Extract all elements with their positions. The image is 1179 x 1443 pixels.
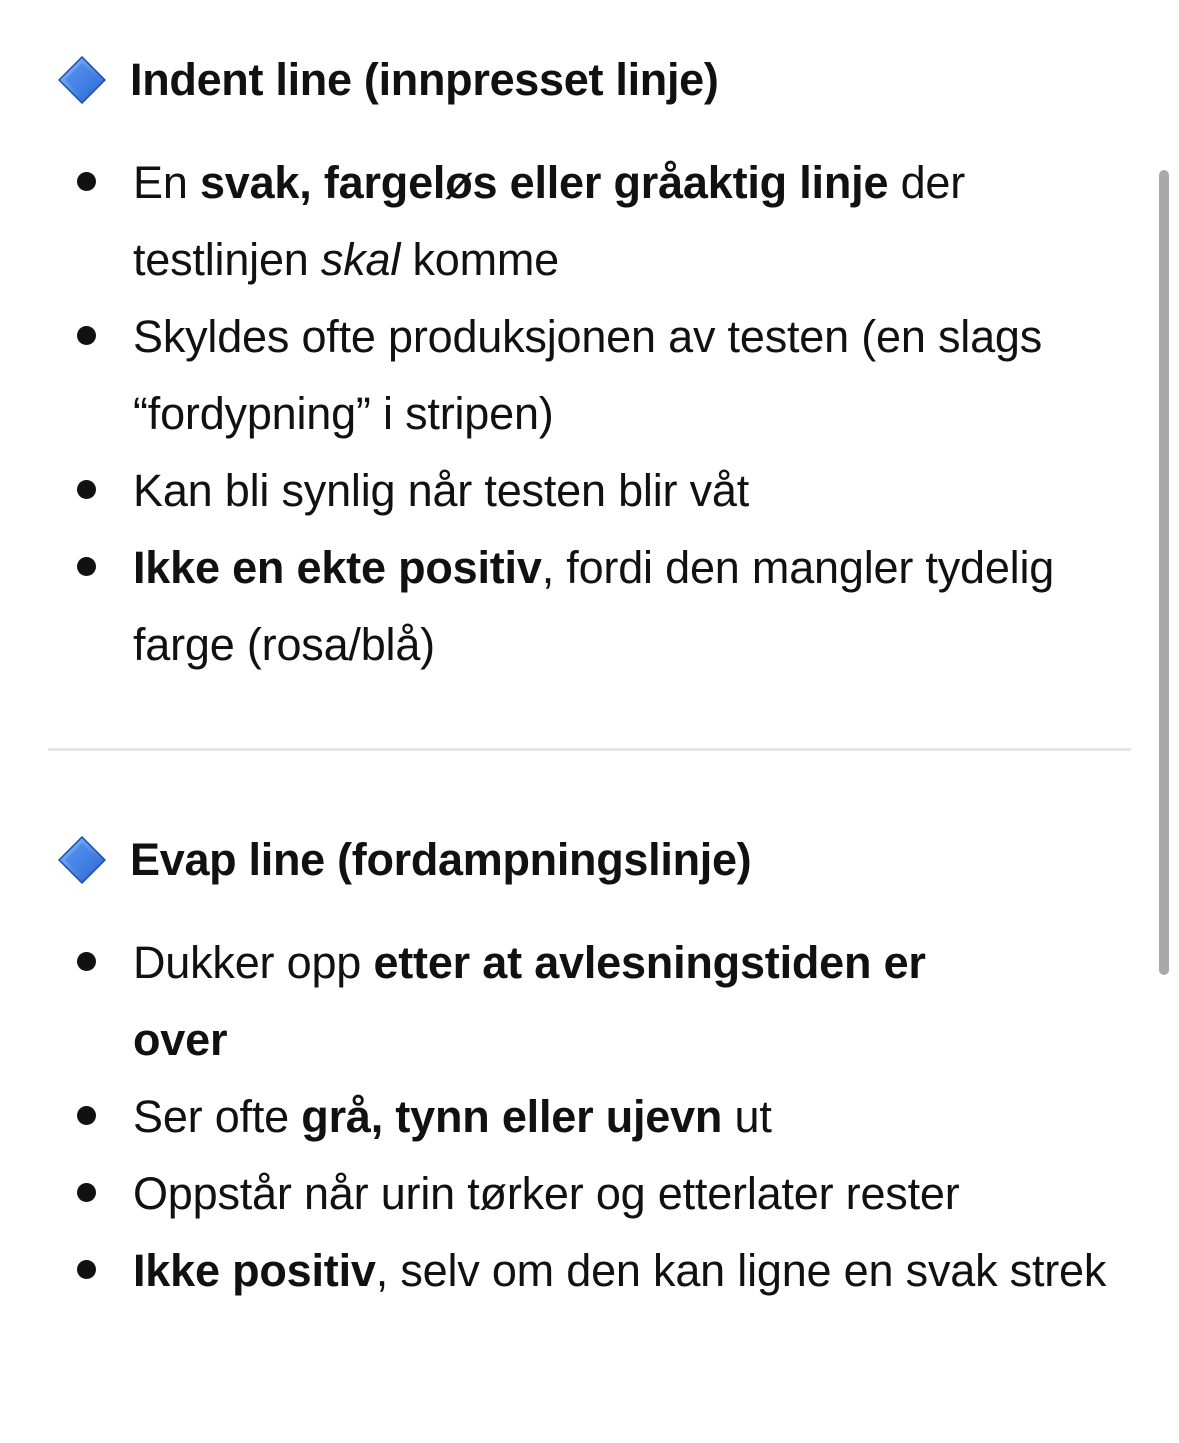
italic-text: skal	[320, 234, 401, 285]
body-text: Kan bli synlig når testen blir våt	[133, 465, 750, 516]
list-item	[0, 1232, 1179, 1309]
body-text: der testlinjen	[133, 157, 966, 285]
section-divider	[48, 748, 1131, 751]
bold-text: Ikke positiv	[133, 1245, 376, 1296]
blue-diamond-icon	[58, 56, 106, 104]
bold-text: svak, fargeløs eller gråaktig linje	[199, 157, 889, 208]
section-title: Evap line (fordampningslinje)	[130, 834, 752, 885]
list-item	[0, 144, 1179, 298]
bold-text: etter at avlesningstiden er over	[133, 937, 926, 1065]
bullet-icon	[77, 326, 96, 345]
body-text: , fordi den mangler tydelig farge (rosa/blå)	[133, 542, 1055, 670]
bullet-icon	[77, 172, 96, 191]
bullet-icon	[77, 1183, 96, 1202]
body-text: Dukker opp	[133, 937, 374, 988]
vertical-scrollbar[interactable]	[1159, 170, 1169, 975]
body-text: Ser ofte	[133, 1091, 302, 1142]
body-text: ut	[722, 1091, 772, 1142]
section-heading	[58, 55, 719, 105]
list-item	[0, 1078, 1179, 1155]
bullet-icon	[77, 557, 96, 576]
bullet-list	[0, 924, 1179, 1309]
list-item	[0, 452, 1179, 529]
body-text: Oppstår når urin tørker og etterlater rester	[133, 1168, 960, 1219]
body-text: En	[133, 157, 200, 208]
bullet-icon	[77, 1106, 96, 1125]
body-text: komme	[400, 234, 559, 285]
bold-text: Ikke en ekte positiv	[133, 542, 542, 593]
section-heading	[58, 835, 751, 885]
bullet-icon	[77, 480, 96, 499]
blue-diamond-icon	[58, 836, 106, 884]
bullet-list	[0, 144, 1179, 683]
bullet-icon	[77, 1260, 96, 1279]
body-text: Skyldes ofte produksjonen av testen (en slags “fordypning” i stripen)	[133, 311, 1043, 439]
bold-text: grå, tynn eller ujevn	[301, 1091, 723, 1142]
bullet-icon	[77, 952, 96, 971]
list-item	[0, 1155, 1179, 1232]
section-title: Indent line (innpresset linje)	[130, 54, 719, 105]
list-item	[0, 529, 1179, 683]
body-text: , selv om den kan ligne en svak strek	[375, 1245, 1107, 1296]
list-item	[0, 298, 1179, 452]
list-item	[0, 924, 1179, 1078]
